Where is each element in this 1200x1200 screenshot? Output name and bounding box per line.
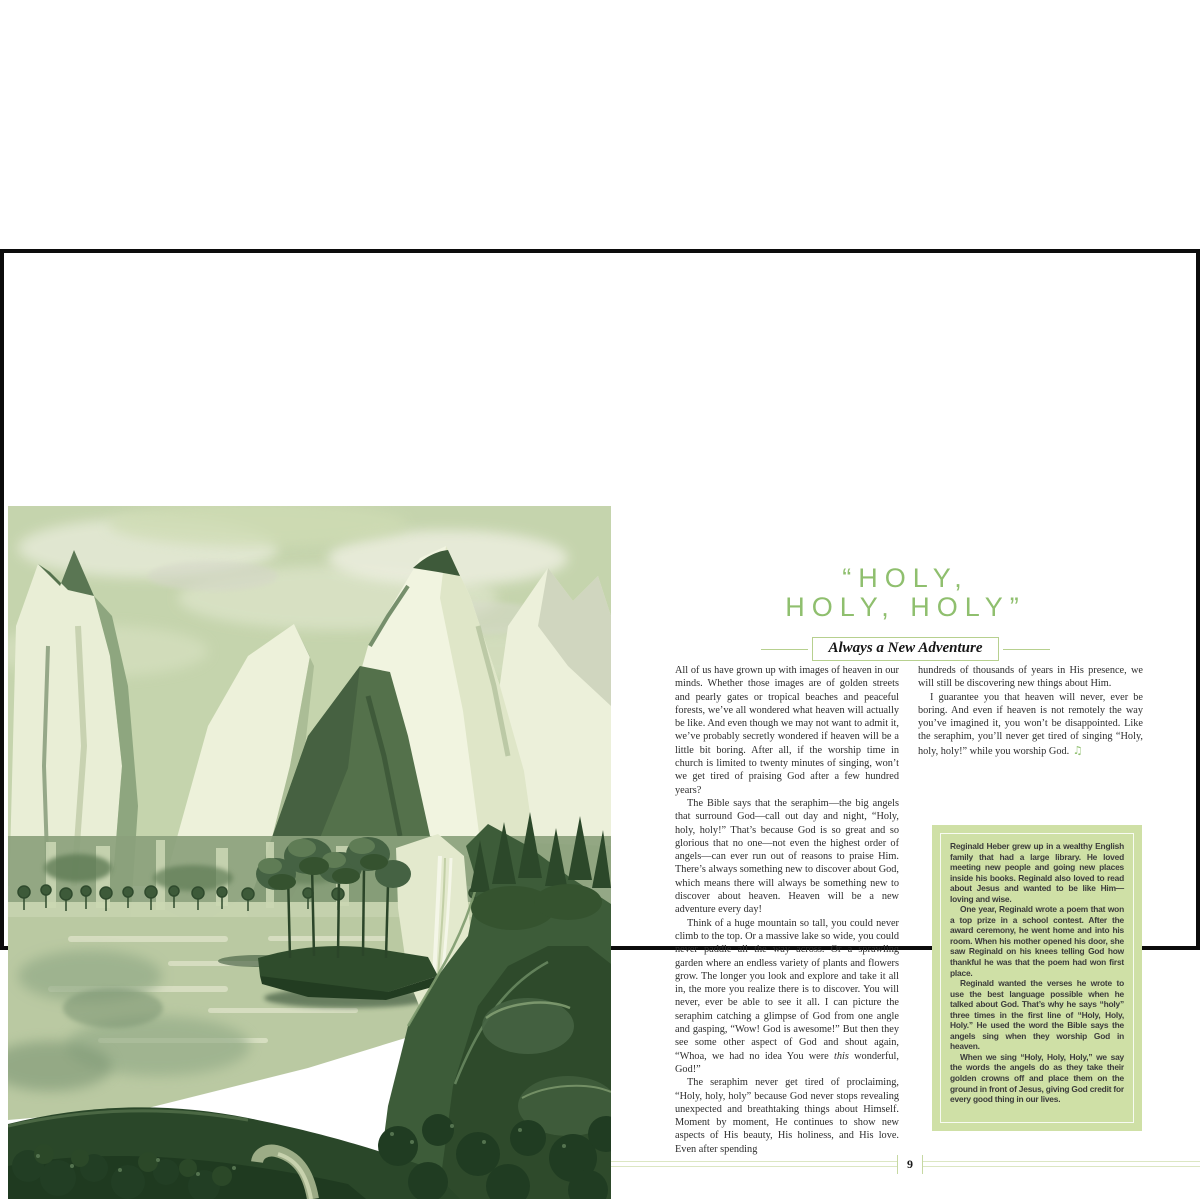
landscape-illustration (8, 506, 611, 1199)
body-paragraph: hundreds of thousands of years in His presence, we will still be discovering new things about Him. (918, 665, 1143, 690)
body-column-1 (675, 664, 899, 1156)
body-paragraph: Think of a huge mountain so tall, you could never climb to the top. Or a massive lake so wide, you could never paddle all the way across. Or a sprawling garden where an endless variety of plants and flowers grow. The longer you look and explore and take it all in, the more you realize there is to discover. You will never, ever be able to see it all. I can picture the seraphim catching a glimpse of God from one angle and gasping, “Wow! God is awesome!” But then they see some other aspect of God and shout again, “Whoa, we had no idea You were this wonderful, God!” (675, 917, 899, 1075)
sidebar-paragraph: One year, Reginald wrote a poem that won a top prize in a school contest. After the award ceremony, he went home and into his room. When his mother opened his door, she saw Reginald on his knees telling God how thankful he was that the poem had won first place. (950, 904, 1124, 978)
sidebar-paragraph: Reginald wanted the verses he wrote to use the best language possible when he talked about God. That’s why he says “holy” three times in the first line of “Holy, Holy, Holy.” He used the word the Bible says the angels sing when they worship God in heaven. (950, 978, 1124, 1052)
chapter-subtitle: Always a New Adventure (812, 637, 998, 661)
body-column-2 (918, 664, 1143, 758)
chapter-title-line-2: HOLY, HOLY” (785, 592, 1026, 622)
subtitle-right-rule (1003, 649, 1050, 650)
body-paragraph: The Bible says that the seraphim—the big angels that surround God—call out day and night, “Holy, holy, holy!” That’s because God is so great and so glorious that no one—not even the highest order of angels—can ever run out of reasons to praise Him. There’s always something new to discover about God, which means there will always be something new to discover about heaven. Heaven will be a new adventure every day! (675, 797, 899, 916)
subtitle-left-rule (761, 649, 808, 650)
sidebar-story-box (932, 825, 1142, 1131)
chapter-title-line-1: “HOLY, (842, 563, 969, 593)
body-paragraph: I guarantee you that heaven will never, ever be boring. And even if heaven is not remotely the way you’ve imagined it, you won’t be disappointed. Like the seraphim, you’ll never get tired of singing “Holy, holy, holy!” while you worship God. ♫ (918, 691, 1143, 757)
music-note-icon: ♫ (1069, 743, 1083, 757)
chapter-subtitle-row (611, 637, 1200, 661)
sidebar-paragraph: When we sing “Holy, Holy, Holy,” we say the words the angels do as they take their golden crowns off and place them on the ground in front of Jesus, giving God credit for every good thing in our lives. (950, 1051, 1124, 1105)
page-number (897, 1155, 923, 1174)
body-paragraph: The seraphim never get tired of proclaiming, “Holy, holy, holy” because God never stops revealing unexpected and breathtaking things about Himself. Moment by moment, He continues to show new aspects of His beauty, His holiness, and His love. Even after spending (675, 1077, 899, 1155)
body-paragraph: All of us have grown up with images of heaven in our minds. Whether those images are of golden streets and pearly gates or tropical beaches and peaceful forests, we’ve all wondered what heaven will actually be like. And even though we may not want to admit it, we’ve probably secretly wondered if heaven will be a little bit boring. After all, if the worship time in church is limited to twenty minutes of singing, won’t we get tired of praising God after a few hundred years? (675, 665, 899, 796)
sidebar-paragraph: Reginald Heber grew up in a wealthy English family that had a large library. He loved meeting new people and going new places inside his books. Reginald also loved to read about Jesus and wanted to be like Him—loving and wise. (950, 841, 1124, 904)
sidebar-story-text (950, 841, 1124, 1115)
landscape-illustration-svg (8, 506, 611, 1199)
right-page (611, 506, 1200, 1199)
chapter-title (611, 564, 1200, 622)
book-spread (0, 249, 1200, 1171)
page-number-value: 9 (907, 1157, 913, 1171)
